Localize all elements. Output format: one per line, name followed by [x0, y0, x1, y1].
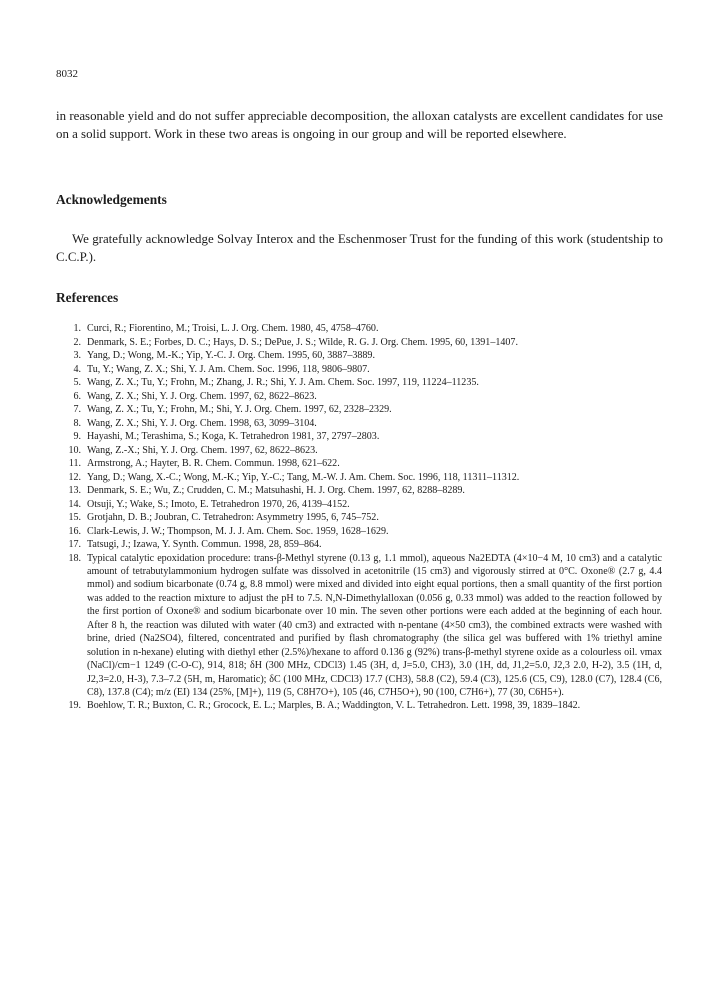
reference-item	[56, 363, 662, 377]
reference-number: 5.	[73, 377, 81, 388]
reference-item	[56, 457, 662, 471]
reference-text: Clark-Lewis, J. W.; Thompson, M. J. J. Am. Chem. Soc. 1959, 1628–1629.	[87, 525, 389, 537]
reference-number: 7.	[73, 404, 81, 415]
reference-item	[56, 417, 662, 431]
acknowledgements-text: We gratefully acknowledge Solvay Interox and the Eschenmoser Trust for the funding of this work (studentship to C.C.P.).	[56, 232, 663, 264]
reference-item	[56, 403, 662, 417]
reference-number: 10.	[68, 444, 81, 456]
reference-item	[56, 699, 662, 713]
reference-item	[56, 484, 662, 498]
reference-item	[56, 471, 662, 485]
page-number: 8032	[56, 68, 78, 80]
reference-text: Curci, R.; Fiorentino, M.; Troisi, L. J. Org. Chem. 1980, 45, 4758–4760.	[87, 323, 379, 334]
reference-number: 16.	[68, 525, 81, 537]
reference-item	[56, 430, 662, 444]
reference-number: 15.	[68, 512, 81, 523]
reference-number: 14.	[68, 498, 81, 510]
reference-text: Yang, D.; Wong, M.-K.; Yip, Y.-C. J. Org. Chem. 1995, 60, 3887–3889.	[87, 350, 375, 361]
intro-paragraph: in reasonable yield and do not suffer appreciable decomposition, the alloxan catalysts are excellent candidates for use on a solid support. Work in these two areas is ongoing in our group and will be reported elsewhere.	[56, 109, 663, 141]
reference-number: 17.	[68, 539, 81, 550]
reference-number: 3.	[73, 350, 81, 361]
reference-item	[56, 498, 662, 512]
reference-text: Typical catalytic epoxidation procedure: trans-β-Methyl styrene (0.13 g, 1.1 mmol), aqueous Na2EDTA (4×10−4 M, 10 cm3) and a catalytic amount of tetrabutylammonium hydrogen sulfate was dissolved in acetonitrile (15 cm3) and vigorously stirred at 0°C. Oxone® (2.7 g, 4.4 mmol) and sodium bicarbonate (0.74 g, 8.8 mmol) were mixed and divided into eight equal portions, then a small quantity of the first portion was added to the reaction mixture to adjust the pH to 7.5. N,N-Dimethylalloxan (0.056 g, 0.33 mmol) was added to the reaction followed by the first portion of Oxone® and sodium bicarbonate over 10 min. The seven other portions were each added at the beginning of each hour. After 8 h, the reaction was diluted with water (40 cm3) and extracted with n-pentane (4×50 cm3), the combined extracts were washed with brine, dried (Na2SO4), filtered, concentrated and purified by flash chromatography (the silica gel was buffered with 1% triethyl amine solution in n-hexane) eluting with diethyl ether (2.5%)/hexane to afford 0.136 g (92%) trans-β-methyl styrene oxide as a colourless oil. νmax (NaCl)/cm−1 1249 (C-O-C), 914, 818; δH (300 MHz, CDCl3) 1.45 (3H, d, J=5.0, CH3), 3.0 (1H, dd, J1,2=5.0, J2,3 2.0, H-2), 3.5 (1H, d, J2,3=2.0, H-3), 7.3–7.2 (5H, m, Haromatic); δC (100 MHz, CDCl3) 17.7 (CH3), 58.8 (C2), 59.4 (C3), 125.6 (C5, C9), 128.0 (C7), 128.4 (C6, C8), 137.8 (C4); m/z (EI) 134 (25%, [M]+), 119 (5, C8H7O+), 105 (46, C7H5O+), 90 (100, C7H6+), 77 (30, C6H5+).	[87, 552, 662, 699]
reference-text: Grotjahn, D. B.; Joubran, C. Tetrahedron: Asymmetry 1995, 6, 745–752.	[87, 512, 379, 523]
reference-item	[56, 552, 662, 700]
reference-number: 11.	[68, 458, 81, 469]
reference-text: Wang, Z. X.; Tu, Y.; Frohn, M.; Zhang, J. R.; Shi, Y. J. Am. Chem. Soc. 1997, 119, 11224–11235.	[87, 377, 479, 388]
reference-item	[56, 336, 662, 350]
reference-text: Yang, D.; Wang, X.-C.; Wong, M.-K.; Yip, Y.-C.; Tang, M.-W. J. Am. Chem. Soc. 1996, 118, 11311–11312.	[87, 471, 520, 483]
reference-text: Wang, Z. X.; Tu, Y.; Frohn, M.; Shi, Y. J. Org. Chem. 1997, 62, 2328–2329.	[87, 404, 392, 415]
reference-number: 9.	[73, 431, 81, 442]
reference-item	[56, 349, 662, 363]
reference-text: Wang, Z.-X.; Shi, Y. J. Org. Chem. 1997, 62, 8622–8623.	[87, 444, 318, 456]
reference-number: 1.	[73, 323, 81, 334]
reference-text: Armstrong, A.; Hayter, B. R. Chem. Commun. 1998, 621–622.	[87, 458, 340, 469]
reference-number: 2.	[73, 336, 81, 348]
reference-text: Wang, Z. X.; Shi, Y. J. Org. Chem. 1997, 62, 8622–8623.	[87, 390, 317, 402]
reference-text: Tatsugi, J.; Izawa, Y. Synth. Commun. 1998, 28, 859–864.	[87, 539, 322, 550]
reference-number: 6.	[73, 390, 81, 402]
reference-number: 13.	[68, 485, 81, 496]
acknowledgements-heading: Acknowledgements	[56, 192, 167, 207]
reference-item	[56, 390, 662, 404]
reference-item	[56, 322, 662, 336]
reference-text: Wang, Z. X.; Shi, Y. J. Org. Chem. 1998, 63, 3099–3104.	[87, 417, 317, 429]
reference-number: 18.	[68, 552, 81, 564]
reference-number: 19.	[68, 700, 81, 712]
reference-number: 8.	[73, 417, 81, 429]
reference-list	[56, 322, 662, 713]
reference-item	[56, 511, 662, 525]
reference-item	[56, 376, 662, 390]
references-heading: References	[56, 290, 119, 305]
reference-item	[56, 538, 662, 552]
reference-text: Hayashi, M.; Terashima, S.; Koga, K. Tetrahedron 1981, 37, 2797–2803.	[87, 431, 380, 442]
reference-text: Tu, Y.; Wang, Z. X.; Shi, Y. J. Am. Chem. Soc. 1996, 118, 9806–9807.	[87, 363, 370, 375]
reference-text: Otsuji, Y.; Wake, S.; Imoto, E. Tetrahedron 1970, 26, 4139–4152.	[87, 498, 350, 510]
reference-item	[56, 525, 662, 539]
reference-item	[56, 444, 662, 458]
reference-text: Denmark, S. E.; Forbes, D. C.; Hays, D. S.; DePue, J. S.; Wilde, R. G. J. Org. Chem. 1995, 60, 1391–1407.	[87, 336, 518, 348]
reference-number: 4.	[73, 363, 81, 375]
reference-number: 12.	[68, 471, 81, 483]
reference-text: Boehlow, T. R.; Buxton, C. R.; Grocock, E. L.; Marples, B. A.; Waddington, V. L. Tetrahedron. Lett. 1998, 39, 1839–1842.	[87, 700, 581, 712]
reference-text: Denmark, S. E.; Wu, Z.; Crudden, C. M.; Matsuhashi, H. J. Org. Chem. 1997, 62, 8288–8289.	[87, 485, 465, 496]
